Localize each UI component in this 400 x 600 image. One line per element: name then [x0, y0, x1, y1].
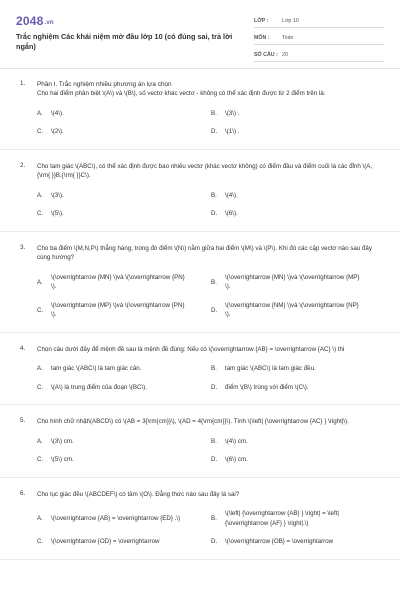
- question-number: 5.: [20, 417, 26, 424]
- option-letter: D.: [211, 383, 218, 391]
- document-title: Trắc nghiệm Các khái niệm mở đầu lớp 10 (có đúng sai, trả lời ngắn): [16, 32, 233, 51]
- question-text: Cho tam giác \(ABC\), có thể xác định được bao nhiêu vectơ (khác vectơ không) có điểm đầu và điểm cuối là các đỉnh \(A,{\rm{ }}B,{\rm{ }}C\).: [37, 162, 373, 179]
- question-text: Cho hình chữ nhật\(ABCD\) có \(AB = 3{\rm{cm}}\), \(AD = 4{\rm{cm}}\). Tính \(\left| {\overrightarrow {AC} } \right|\).: [37, 418, 349, 425]
- option-letter: A.: [37, 191, 43, 199]
- option-letter: A.: [37, 515, 43, 522]
- answer-options: [37, 109, 380, 137]
- document-meta: [254, 14, 384, 62]
- option-letter: A.: [37, 109, 43, 117]
- option-text: \(4\).: [225, 191, 238, 199]
- option-text: \(\overrightarrow {MN} \)và \(\overrightarrow {PN} \).: [51, 273, 185, 290]
- option-text: \(2\).: [51, 128, 64, 135]
- option-text: tam giác \(ABC\) là tam giác cân.: [51, 365, 142, 372]
- meta-row-subject: [254, 31, 384, 45]
- answer-option-b[interactable]: [211, 191, 385, 201]
- option-letter: B.: [211, 365, 217, 373]
- answer-option-c[interactable]: [37, 209, 211, 219]
- meta-label: MÔN :: [254, 34, 270, 41]
- option-letter: B.: [211, 191, 217, 199]
- answer-option-c[interactable]: [37, 455, 211, 465]
- option-text: \(4\) cm.: [225, 437, 248, 445]
- meta-row-count: [254, 48, 384, 62]
- option-text: \(6\).: [225, 210, 238, 217]
- answer-options: [37, 509, 380, 547]
- answer-option-c[interactable]: [37, 537, 211, 547]
- option-text: \(5\) cm.: [51, 456, 74, 463]
- section-heading: Phần I. Trắc nghiệm nhiều phương án lựa chọn: [37, 81, 172, 88]
- meta-label: LỚP :: [254, 17, 269, 24]
- answer-option-a[interactable]: [37, 509, 211, 528]
- option-text: \(3\).: [51, 191, 64, 199]
- answer-option-c[interactable]: [37, 301, 211, 320]
- option-text: \(\overrightarrow {OD} = \overrightarrow: [51, 538, 160, 545]
- question-text: Cho hai điểm phân biệt \(A\) và \(B\), số vectơ khác vectơ - không có thể xác định được từ 2 điểm trên là:: [37, 90, 326, 97]
- option-letter: C.: [37, 210, 44, 218]
- question-1: [0, 80, 400, 150]
- page-header: [0, 0, 400, 66]
- option-text: \(\overrightarrow {OB} = \overrightarrow: [225, 538, 334, 545]
- option-text: \(3\) .: [225, 109, 240, 117]
- site-logo[interactable]: [16, 14, 54, 28]
- answer-option-d[interactable]: [211, 209, 385, 219]
- answer-option-b[interactable]: [211, 109, 385, 119]
- answer-option-a[interactable]: [37, 273, 211, 292]
- answer-option-b[interactable]: [211, 364, 385, 374]
- meta-label: SỐ CÂU :: [254, 51, 278, 58]
- question-4: [0, 345, 400, 406]
- option-letter: A.: [37, 365, 43, 373]
- meta-value: 20: [282, 51, 288, 58]
- option-letter: C.: [37, 538, 44, 546]
- option-letter: B.: [211, 437, 217, 445]
- option-letter: B.: [211, 109, 217, 117]
- answer-option-a[interactable]: [37, 364, 211, 374]
- question-2: [0, 162, 400, 232]
- option-letter: D.: [211, 306, 218, 314]
- question-number: 2.: [20, 161, 26, 169]
- option-letter: D.: [211, 128, 218, 136]
- answer-option-c[interactable]: [37, 383, 211, 393]
- answer-option-c[interactable]: [37, 127, 211, 137]
- option-letter: D.: [211, 456, 218, 464]
- option-text: \(\overrightarrow {MN} \)và \(\overrightarrow {MP} \).: [225, 273, 360, 290]
- question-text: Chọn câu dưới đây để mệnh đề sau là mệnh đề đúng: Nếu có \(\overrightarrow {AB} = \overrightarrow {AC} \) thì: [37, 345, 345, 353]
- answer-option-d[interactable]: [211, 301, 385, 320]
- question-list: [0, 80, 400, 572]
- option-text: tam giác \(ABC\) là tam giác đều.: [225, 365, 316, 372]
- option-letter: A.: [37, 278, 43, 286]
- answer-option-a[interactable]: [37, 191, 211, 201]
- logo-main: 2048: [16, 14, 44, 28]
- option-letter: B.: [211, 515, 217, 522]
- answer-options: [37, 364, 380, 392]
- option-letter: C.: [37, 383, 44, 391]
- answer-option-b[interactable]: [211, 509, 385, 528]
- option-letter: B.: [211, 278, 217, 286]
- question-3: [0, 244, 400, 333]
- option-letter: C.: [37, 128, 44, 136]
- question-number: 1.: [20, 80, 26, 87]
- option-letter: A.: [37, 437, 43, 445]
- answer-option-b[interactable]: [211, 273, 385, 292]
- question-number: 6.: [20, 489, 26, 497]
- question-number: 4.: [20, 344, 26, 352]
- meta-value: Lớp 10: [282, 17, 299, 24]
- option-text: \(\overrightarrow {AB} = \overrightarrow {ED} .\): [51, 514, 181, 522]
- option-text: \(4\).: [51, 109, 64, 117]
- option-letter: D.: [211, 538, 218, 546]
- answer-options: [37, 191, 380, 219]
- answer-option-a[interactable]: [37, 109, 211, 119]
- answer-options: [37, 273, 380, 320]
- option-text: \(6\) cm.: [225, 456, 248, 463]
- header-divider: [0, 68, 400, 69]
- option-text: \(\left| {\overrightarrow {AB} } \right| = \left| {\overrightarrow {AF} } \right|.\): [225, 510, 340, 527]
- meta-value: Toán: [282, 34, 294, 41]
- answer-option-d[interactable]: [211, 383, 385, 393]
- question-5: [0, 417, 400, 478]
- option-text: điểm \(B\) trùng với điểm \(C\).: [225, 383, 309, 391]
- question-number: 3.: [20, 243, 26, 251]
- question-text: Cho lục giác đều \(ABCDEF\) có tâm \(O\). Đẳng thức nào sau đây là sai?: [37, 490, 240, 498]
- answer-option-b[interactable]: [211, 437, 385, 447]
- option-text: \(5\).: [51, 210, 64, 217]
- question-6: [0, 490, 400, 560]
- option-text: \(1\) .: [225, 128, 240, 135]
- answer-option-d[interactable]: [211, 455, 385, 465]
- option-text: \(\overrightarrow {MP} \)và \(\overrightarrow {PN} \).: [51, 301, 185, 318]
- option-letter: C.: [37, 306, 44, 314]
- question-text: Cho ba điểm \(M,N,P\) thẳng hàng, trong đó điểm \(N\) nằm giữa hai điểm \(M\) và \(P\). Khi đó các cặp vectơ nào sau đây cùng hướng?: [37, 244, 372, 261]
- option-text: \(A\) là trung điểm của đoạn \(BC\).: [51, 383, 147, 391]
- answer-option-d[interactable]: [211, 127, 385, 137]
- option-letter: D.: [211, 210, 218, 218]
- meta-row-grade: [254, 14, 384, 28]
- option-text: \(\overrightarrow {NM} \)và \(\overrightarrow {NP} \).: [225, 301, 359, 318]
- logo-suffix: .vn: [44, 20, 54, 26]
- answer-option-a[interactable]: [37, 437, 211, 447]
- option-text: \(3\) cm.: [51, 437, 74, 445]
- option-letter: C.: [37, 456, 44, 464]
- answer-options: [37, 437, 380, 465]
- answer-option-d[interactable]: [211, 537, 385, 547]
